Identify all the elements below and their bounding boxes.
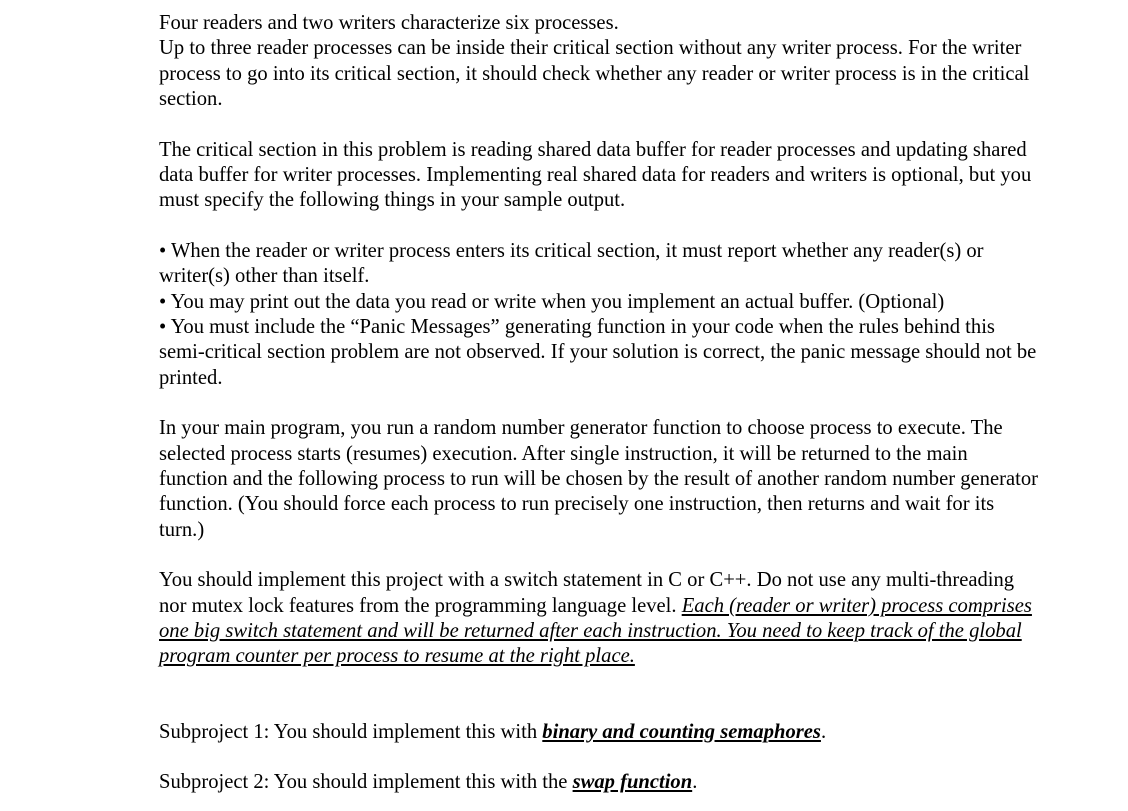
implementation-plain-text: You should implement this project with a switch statement in C or C++. Do not use any multi-threading nor mutex lock features from the programming language level.	[159, 569, 1015, 617]
subproject-1-prefix: Subproject 1: You should implement this with	[159, 720, 543, 743]
intro-line-2: Up to three reader processes can be inside their critical section without any writer process. For the writer process to go into its critical section, it should check whether any reader or writer process is in the critical section.	[159, 37, 1030, 110]
list-item: • You may print out the data you read or write when you implement an actual buffer. (Optional)	[159, 290, 945, 313]
critical-section-paragraph	[159, 138, 1039, 214]
document-body	[159, 11, 1039, 796]
implementation-paragraph	[159, 568, 1039, 669]
intro-paragraph	[159, 11, 1039, 112]
main-program-text: In your main program, you run a random number generator function to choose process to execute. The selected process starts (resumes) execution. After single instruction, it will be returned to the main function and the following process to run will be chosen by the result of another random number generator function. (You should force each process to run precisely one instruction, then returns and wait for its turn.)	[159, 417, 1038, 541]
implementation-emphasis-text: Each (reader or writer) process comprises one big switch statement and will be returned after each instruction. You need to keep track of the global program counter per process to resume at the right place.	[159, 594, 1032, 668]
list-item: • You must include the “Panic Messages” generating function in your code when the rules behind this semi-critical section problem are not observed. If your solution is correct, the panic message should not be printed.	[159, 315, 1037, 389]
main-program-paragraph	[159, 416, 1039, 542]
subproject-2-prefix: Subproject 2: You should implement this with the	[159, 771, 573, 794]
subproject-2-suffix: .	[692, 771, 698, 794]
subproject-1-suffix: .	[820, 720, 827, 743]
intro-line-1: Four readers and two writers characterize six processes.	[159, 12, 619, 34]
subproject-2-emphasis: swap function	[572, 771, 693, 794]
subproject-1-emphasis: binary and counting semaphores	[542, 720, 821, 743]
requirements-list	[159, 239, 1039, 391]
list-item: • When the reader or writer process enters its critical section, it must report whether any reader(s) or writer(s) other than itself.	[159, 240, 984, 288]
implementation-text	[159, 568, 1039, 669]
subproject-1	[159, 720, 1039, 745]
subproject-2	[159, 770, 1039, 795]
critical-section-text: The critical section in this problem is reading shared data buffer for reader processes and updating shared data buffer for writer processes. Implementing real shared data for readers and writers is optional, but you must specify the following things in your sample output.	[159, 138, 1032, 212]
